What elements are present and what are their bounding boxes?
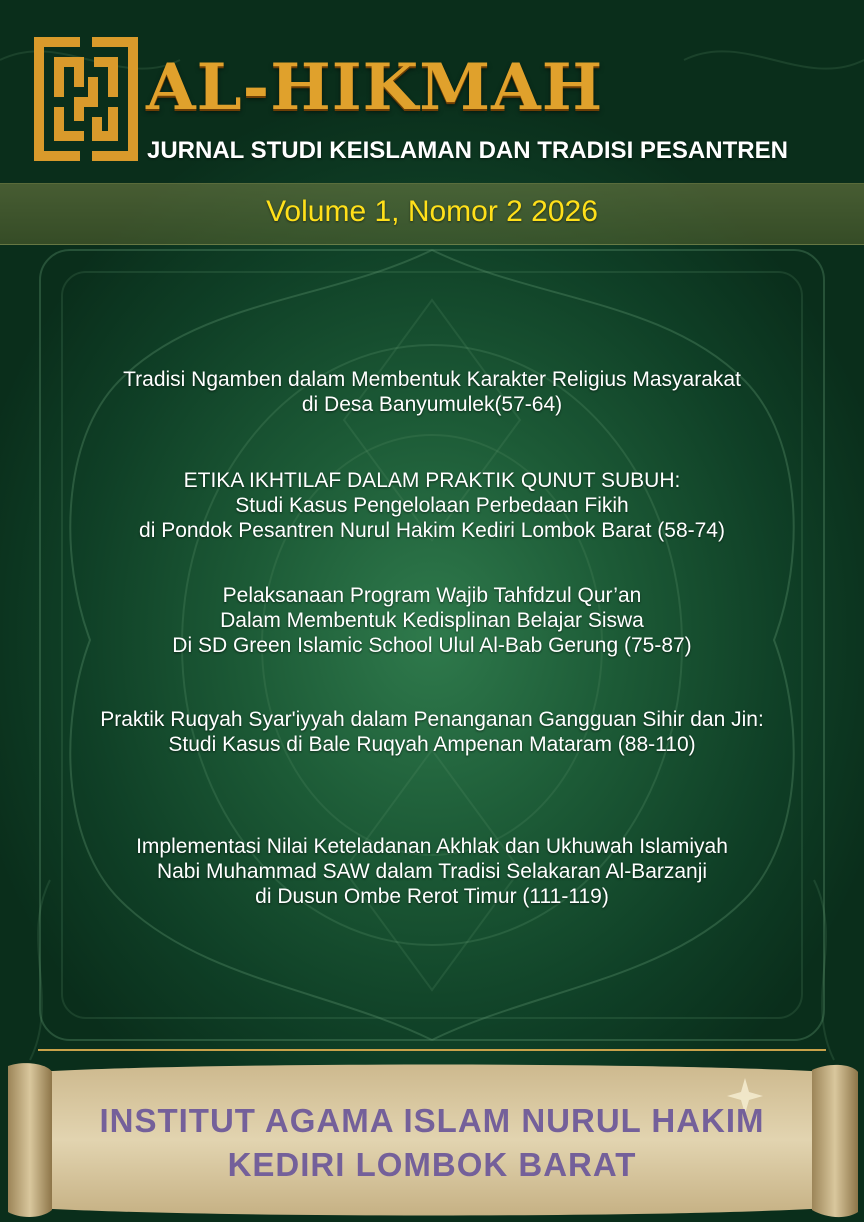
article-line: di Pondok Pesantren Nurul Hakim Kediri Lombok Barat (58-74) xyxy=(139,519,725,542)
volume-number: Volume 1, Nomor 2 2026 xyxy=(266,195,598,228)
article-line: Studi Kasus di Bale Ruqyah Ampenan Mataram (88-110) xyxy=(168,733,696,756)
publisher-line-2: KEDIRI LOMBOK BARAT xyxy=(227,1146,637,1183)
article-line: ETIKA IKHTILAF DALAM PRAKTIK QUNUT SUBUH: xyxy=(183,469,681,492)
article-3 xyxy=(0,583,864,658)
journal-title: AL-HIKMAH xyxy=(146,50,604,125)
article-line: Pelaksanaan Program Wajib Tahfdzul Qur’an xyxy=(222,584,642,607)
article-line: Di SD Green Islamic School Ulul Al-Bab Gerung (75-87) xyxy=(172,634,692,657)
divider-line xyxy=(38,1049,826,1051)
article-line: Praktik Ruqyah Syar'iyyah dalam Penanganan Gangguan Sihir dan Jin: xyxy=(100,708,764,731)
journal-subtitle: JURNAL STUDI KEISLAMAN DAN TRADISI PESANTREN xyxy=(147,137,788,164)
article-4 xyxy=(0,707,864,757)
kufic-logo-icon xyxy=(34,37,138,161)
article-line: Studi Kasus Pengelolaan Perbedaan Fikih xyxy=(235,494,629,517)
article-line: Tradisi Ngamben dalam Membentuk Karakter Religius Masyarakat xyxy=(123,368,741,391)
article-line: Implementasi Nilai Keteladanan Akhlak dan Ukhuwah Islamiyah xyxy=(136,835,728,858)
article-line: Dalam Membentuk Kedisplinan Belajar Siswa xyxy=(220,609,644,632)
article-2 xyxy=(0,468,864,543)
article-line: Nabi Muhammad SAW dalam Tradisi Selakaran Al-Barzanji xyxy=(156,860,708,883)
parchment-scroll xyxy=(0,1058,864,1222)
article-line: di Desa Banyumulek(57-64) xyxy=(301,393,563,416)
publisher-line-1: INSTITUT AGAMA ISLAM NURUL HAKIM xyxy=(99,1102,765,1139)
article-1 xyxy=(0,367,864,417)
article-line: di Dusun Ombe Rerot Timur (111-119) xyxy=(255,885,609,908)
article-5 xyxy=(0,834,864,909)
